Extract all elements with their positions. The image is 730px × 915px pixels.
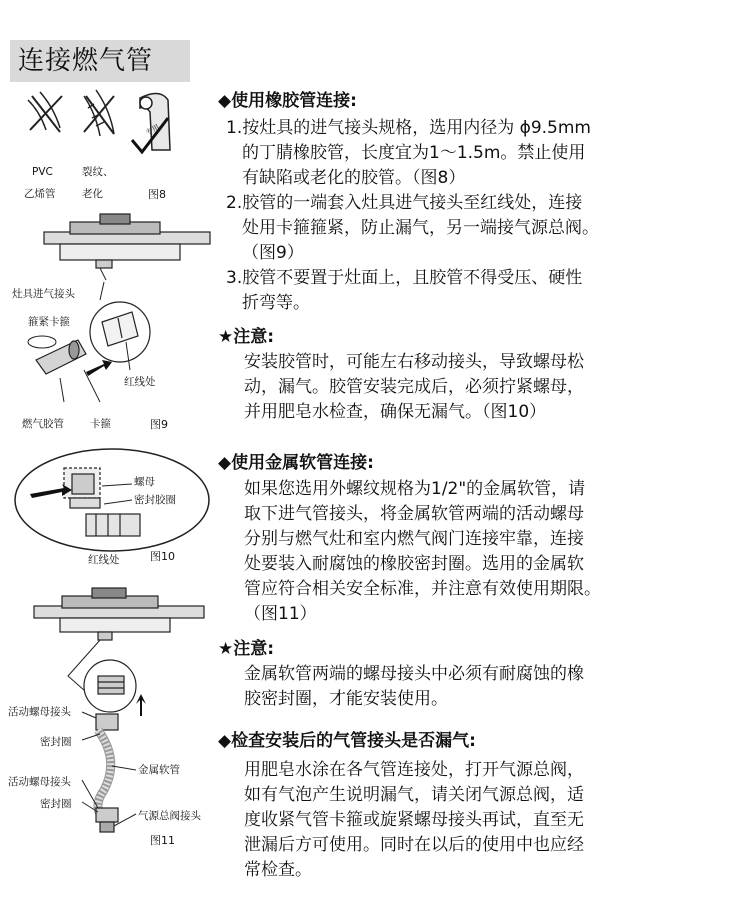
fig9-arrow-icon — [86, 360, 112, 376]
fig8-cracked-hose-illustration — [84, 90, 114, 136]
fig9-caption: 图9 — [150, 418, 168, 431]
fig8-label-pvc-2: 乙烯管 — [24, 188, 56, 200]
metal-line6: （图11） — [244, 604, 317, 624]
rubber-item3-line2: 折弯等。 — [242, 293, 310, 313]
fig11-label-seal-2: 密封圈 — [40, 798, 72, 810]
metal-line3: 分别与燃气灶和室内燃气阀门连接牢靠，连接 — [244, 529, 584, 549]
section-heading-metal: ◆使用金属软管连接: — [218, 453, 374, 473]
fig9-hose-illustration — [36, 340, 86, 374]
fig8-caption: 图8 — [148, 188, 166, 201]
page-title: 连接燃气管 — [18, 46, 154, 76]
fig8-hose-tag: 专用 — [144, 123, 161, 138]
metal-line4: 处要装入耐腐蚀的橡胶密封圈。选用的金属软 — [244, 554, 584, 574]
fig11-up-arrow-icon — [136, 694, 146, 716]
note1-line2: 动，漏气。胶管安装完成后，必须拧紧螺母， — [244, 377, 584, 397]
fig9-label-red-line: 红线处 — [124, 376, 156, 388]
check-line4: 泄漏后方可使用。同时在以后的使用中也应经 — [244, 835, 584, 855]
note1-line1: 安装胶管时，可能左右移动接头，导致螺母松 — [244, 352, 584, 372]
note2-heading: ★注意: — [218, 639, 275, 659]
metal-line5: 管应符合相关安全标准，并注意有效使用期限。 — [244, 579, 601, 599]
rubber-item2-line2: 处用卡箍箍紧，防止漏气，另一端接气源总阀。 — [242, 218, 599, 238]
fig9-clamp-ring — [28, 336, 56, 348]
fig11-stove-illustration — [34, 588, 204, 640]
fig10-caption: 图10 — [150, 550, 175, 563]
note1-heading: ★注意: — [218, 327, 275, 347]
check-line3: 度收紧气管卡箍或旋紧螺母接头再试，直至无 — [244, 810, 584, 830]
fig11-zoom-circle — [84, 660, 136, 712]
metal-line2: 取下进气管接头，将金属软管两端的活动螺母 — [244, 504, 584, 524]
fig9-label-clamp-tight: 箍紧卡箍 — [28, 316, 70, 328]
rubber-item2-line1: 2.胶管的一端套入灶具进气接头至红线处，连接 — [226, 193, 583, 213]
fig8-pvc-hose-illustration — [28, 92, 62, 132]
rubber-item1-line3: 有缺陷或老化的胶管。（图8） — [242, 168, 466, 188]
fig11-label-nut-1: 活动螺母接头 — [8, 706, 71, 718]
check-line2: 如有气泡产生说明漏气，请关闭气源总阀，适 — [244, 785, 584, 805]
rubber-item1-line1: 1.按灶具的进气接头规格，选用内径为 ϕ9.5mm — [226, 118, 591, 138]
fig11-metal-hose-illustration — [96, 714, 118, 832]
fig9-label-gas-hose: 燃气胶管 — [22, 418, 64, 430]
note2-line1: 金属软管两端的螺母接头中必须有耐腐蚀的橡 — [244, 664, 584, 684]
fig11-label-valve: 气源总阀接头 — [138, 810, 201, 822]
fig9-label-clamp: 卡箍 — [90, 418, 111, 430]
fig11-label-nut-2: 活动螺母接头 — [8, 776, 71, 788]
fig10-label-red-line: 红线处 — [88, 554, 120, 566]
metal-line1: 如果您选用外螺纹规格为1/2"的金属软管，请 — [244, 479, 586, 499]
note2-line2: 胶密封圈，才能安装使用。 — [244, 689, 448, 709]
rubber-item3-line1: 3.胶管不要置于灶面上，且胶管不得受压、硬性 — [226, 268, 583, 288]
section-heading-rubber: ◆使用橡胶管连接: — [218, 91, 357, 111]
note1-line3: 并用肥皂水检查，确保无漏气。（图10） — [244, 402, 547, 422]
fig10-label-nut: 螺母 — [134, 476, 155, 488]
fig10-label-seal: 密封胶圈 — [134, 494, 176, 506]
check-line1: 用肥皂水涂在各气管连接处，打开气源总阀， — [244, 760, 584, 780]
fig8-label-crack-2: 老化 — [82, 188, 103, 200]
fig11-label-seal-1: 密封圈 — [40, 736, 72, 748]
rubber-item2-line3: （图9） — [242, 243, 304, 263]
fig11-caption: 图11 — [150, 834, 175, 847]
fig9-stove-illustration — [44, 214, 210, 268]
fig8-label-crack: 裂纹、 — [82, 166, 114, 178]
fig9-label-stove-inlet: 灶具进气接头 — [12, 288, 75, 300]
rubber-item1-line2: 的丁腈橡胶管，长度宜为1～1.5m。禁止使用 — [242, 143, 586, 163]
section-heading-leak-check: ◆检查安装后的气管接头是否漏气: — [218, 731, 476, 751]
fig9-zoom-circle — [90, 302, 150, 362]
fig11-label-metal-hose: 金属软管 — [138, 764, 180, 776]
fig8-label-pvc: PVC — [32, 166, 53, 178]
check-line5: 常检查。 — [244, 860, 312, 880]
